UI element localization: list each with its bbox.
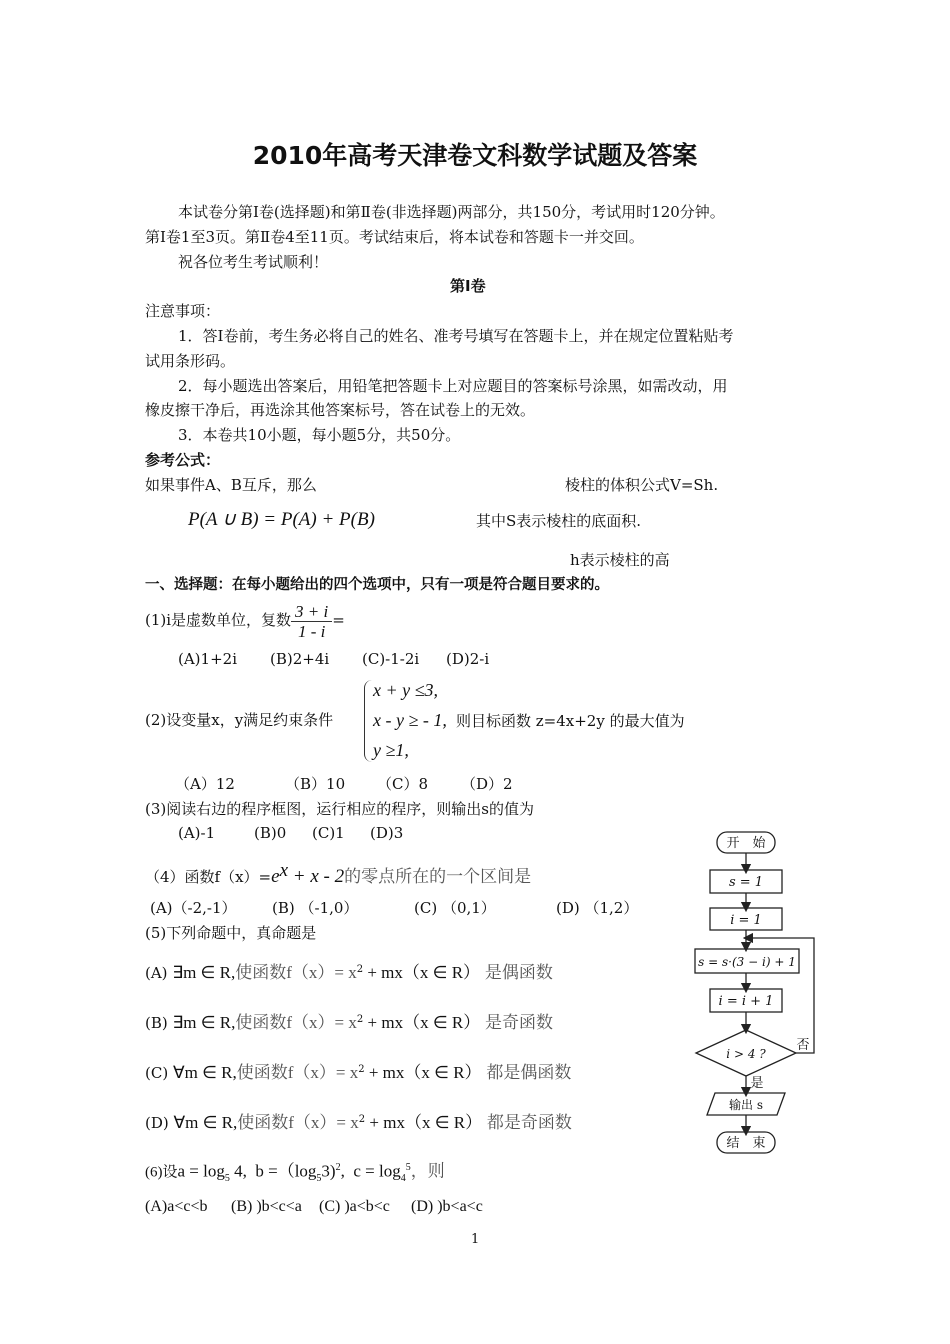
- q3-stem: (3)阅读右边的程序框图，运行相应的程序，则输出s的值为: [145, 800, 534, 818]
- flow-condition-label: i > 4 ?: [726, 1047, 766, 1061]
- intro-line-2: 第I卷1至3页。第Ⅱ卷4至11页。考试结束后，将本试卷和答题卡一并交回。: [145, 228, 644, 246]
- part-heading: 一、选择题：在每小题给出的四个选项中，只有一项是符合题目要求的。: [145, 577, 609, 593]
- q3-option-d: (D)3: [370, 824, 404, 842]
- q2-constraint-3: y ≥1,: [373, 740, 409, 760]
- q5-stem: (5)下列命题中，真命题是: [145, 924, 317, 942]
- flow-s-init-label: s = 1: [728, 875, 764, 890]
- question-4: （4）函数$f(x)=e^x + x - 2$的零点所在的一个区间是: [145, 860, 532, 887]
- q2-option-b: （B）10: [285, 775, 346, 793]
- flow-output-label: 输出 s: [729, 1098, 763, 1112]
- q1-options: [178, 649, 489, 669]
- q2-constraint-2: x - y ≥ - 1,: [373, 710, 447, 730]
- q6-options: [145, 1197, 483, 1217]
- q2-stem: (2)设变量x，y满足约束条件: [145, 711, 334, 729]
- q2-options: [175, 774, 513, 794]
- note-2-cont: 橡皮擦干净后，再选涂其他答案标号，答在试卷上的无效。: [145, 401, 536, 419]
- notes-heading: 注意事项：: [145, 302, 221, 320]
- formulas-heading: 参考公式：: [145, 451, 221, 469]
- q6-option-d: (D) )b<a<c: [411, 1198, 483, 1215]
- note-1-cont: 试用条形码。: [145, 352, 236, 370]
- q6-option-a: (A)a<c<b: [145, 1198, 208, 1215]
- constraint-brace: [364, 680, 373, 762]
- q4-option-d: (D) （1,2）: [556, 899, 639, 917]
- q3-option-c: (C)1: [312, 824, 345, 842]
- flow-update-s-label: s = s·(3 − i) + 1: [698, 955, 796, 969]
- q2-constraint-1: x + y ≤3,: [373, 680, 439, 700]
- q2-option-d: （D）2: [461, 775, 513, 793]
- h-note: h表示棱柱的高: [570, 551, 670, 569]
- q1-option-c: (C)-1-2i: [362, 650, 420, 668]
- q5-option-b: (B) ∃m ∈ R,使函数$f(x)= x^2 + mx(x$ ∈ R） 是奇函数: [145, 1013, 554, 1033]
- flow-i-init-label: i = 1: [730, 913, 762, 928]
- note-1: 1．答I卷前，考生务必将自己的姓名、准考号填写在答题卡上，并在规定位置粘贴考: [178, 327, 734, 345]
- q4-option-c: (C) （0,1）: [414, 899, 496, 917]
- q4-option-b: (B) （-1,0）: [272, 899, 359, 917]
- q1-fraction: $\frac{3 + i}{1 - i}$: [291, 602, 332, 641]
- q4-option-a: (A)（-2,-1）: [150, 899, 237, 917]
- q1-option-d: (D)2-i: [446, 650, 490, 668]
- q4-options: [150, 898, 638, 918]
- q5-option-d: (D) ∀m ∈ R,使函数$f(x)= x^2 + mx(x$ ∈ R） 都是奇函数: [145, 1113, 572, 1133]
- document-title: 2010年高考天津卷文科数学试题及答案: [252, 141, 698, 170]
- question-1: (1)i是虚数单位，复数 $\frac{3 + i}{1 - i}$ =: [145, 601, 345, 641]
- flow-yes-label: 是: [750, 1076, 764, 1091]
- q2-tail: 则目标函数 z=4x+2y 的最大值为: [456, 712, 685, 730]
- q5-option-a: (A) ∃m ∈ R,使函数$f(x)= x^2 + mx(x$ ∈ R） 是偶函数: [145, 963, 553, 983]
- q3-option-a: (A)-1: [178, 824, 216, 842]
- question-6: (6)设$a = \log_5 4$, $b =(\log_53)^2$, $c = \log_4^5$，则: [145, 1161, 445, 1185]
- intro-line-1: 本试卷分第I卷(选择题)和第Ⅱ卷(非选择题)两部分，共150分，考试用时120分钟。: [178, 203, 725, 221]
- q3-option-b: (B)0: [254, 824, 287, 842]
- q1-stem: (1)i是虚数单位，复数: [145, 611, 292, 629]
- page-number: 1: [471, 1232, 480, 1247]
- q1-option-b: (B)2+4i: [270, 650, 330, 668]
- note-3: 3．本卷共10小题，每小题5分，共50分。: [178, 426, 461, 444]
- s-note: 其中S表示棱柱的底面积.: [476, 512, 642, 530]
- flow-update-i-label: i = i + 1: [718, 994, 774, 1009]
- q5-option-c: (C) ∀m ∈ R,使函数$f(x)= x^2 + mx(x$ ∈ R） 都是偶函数: [145, 1063, 572, 1083]
- section-heading: 第I卷: [450, 277, 486, 295]
- formula-left-text: 如果事件A、B互斥，那么: [145, 476, 317, 494]
- program-flowchart: [690, 820, 830, 1165]
- flow-start-label: 开 始: [726, 836, 766, 851]
- q2-option-a: （A）12: [175, 775, 235, 793]
- flow-no-label: 否: [796, 1038, 810, 1053]
- formula-right-text: 棱柱的体积公式V=Sh.: [565, 476, 719, 494]
- q6-option-b: (B) )b<c<a: [231, 1198, 302, 1215]
- q2-option-c: （C）8: [377, 775, 429, 793]
- q1-option-a: (A)1+2i: [178, 650, 237, 668]
- q3-options: [178, 823, 403, 843]
- q6-option-c: (C) )a<b<c: [319, 1198, 390, 1215]
- flow-end-label: 结 束: [726, 1136, 766, 1151]
- probability-formula: P(A ∪ B) = P(A) + P(B): [188, 509, 375, 530]
- note-2: 2．每小题选出答案后，用铅笔把答题卡上对应题目的答案标号涂黑，如需改动，用: [178, 377, 728, 395]
- intro-line-3: 祝各位考生考试顺利！: [178, 253, 329, 271]
